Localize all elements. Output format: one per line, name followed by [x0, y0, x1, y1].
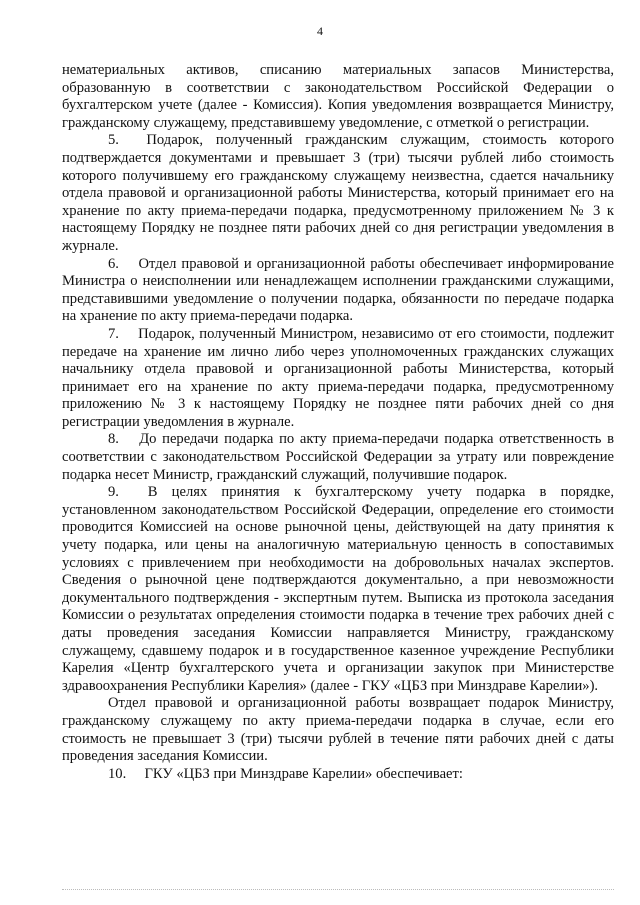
bottom-divider: [62, 889, 614, 890]
page-number: 4: [317, 24, 323, 38]
document-body: [62, 62, 614, 783]
paragraph-6: 6. Отдел правовой и организационной работы обеспечивает информирование Министра о неисполнении или ненадлежащем исполнении гражданскими служащими, представившими уведомление о получении подарка, обязанности по передаче подарка на хранение по акту приема-передачи подарка.: [62, 255, 614, 325]
paragraph-9-return: Отдел правовой и организационной работы возвращает подарок Министру, гражданскому служащему по акту приема-передачи подарка в случае, если его стоимость не превышает 3 (три) тысячи рублей в течение пяти рабочих дней с даты проведения заседания Комиссии.: [62, 695, 614, 765]
paragraph-9: 9. В целях принятия к бухгалтерскому учету подарка в порядке, установленном законодательством Российской Федерации, определение его стоимости проводится Комиссией на основе рыночной цены, действующей на дату принятия к учету подарка, или цены на аналогичную материальную ценность в сопоставимых условиях с привлечением при необходимости на добровольных началах экспертов. Сведения о рыночной цене подтверждаются документально, а при невозможности документального подтверждения - экспертным путем. Выписка из протокола заседания Комиссии о результатах определения стоимости подарка в течение трех рабочих дней с даты проведения заседания Комиссии направляется Министру, гражданскому служащему, сдавшему подарок и в государственное казенное учреждение Республики Карелия «Центр бухгалтерского учета и организации закупок при Министерстве здравоохранения Республики Карелия» (далее - ГКУ «ЦБЗ при Минздраве Карелии»).: [62, 484, 614, 694]
paragraph-10: 10. ГКУ «ЦБЗ при Минздраве Карелии» обеспечивает:: [108, 765, 463, 782]
paragraph-7: 7. Подарок, полученный Министром, независимо от его стоимости, подлежит передаче на хранение им лично либо через уполномоченных гражданских служащих начальнику отдела правовой и организационной работы Министерства, который принимает его на хранение по акту приема-передачи подарка, предусмотренному приложению № 3 к настоящему Порядку не позднее пяти рабочих дней со дня регистрации уведомления в журнале.: [62, 325, 614, 430]
paragraph-continuation: нематериальных активов, списанию материальных запасов Министерства, образованную в соответствии с законодательством Российской Федерации о бухгалтерском учете (далее - Комиссия). Копия уведомления возвращается Министру, гражданскому служащему, представившему уведомление, с отметкой о регистрации.: [62, 62, 614, 131]
paragraph-5: 5. Подарок, полученный гражданским служащим, стоимость которого подтверждается документами и превышает 3 (три) тысячи рублей либо стоимость которого получившему его гражданскому служащему неизвестна, сдается начальнику отдела правовой и организационной работы Министерства, который принимает его на хранение по акту приема-передачи подарка, предусмотренному приложением № 3 к настоящему Порядку не позднее пяти рабочих дней со дня регистрации уведомления в журнале.: [62, 132, 614, 254]
paragraph-8: 8. До передачи подарка по акту приема-передачи подарка ответственность в соответствии с законодательством Российской Федерации за утрату или повреждение подарка несет Министр, гражданский служащий, получившие подарок.: [62, 431, 614, 483]
